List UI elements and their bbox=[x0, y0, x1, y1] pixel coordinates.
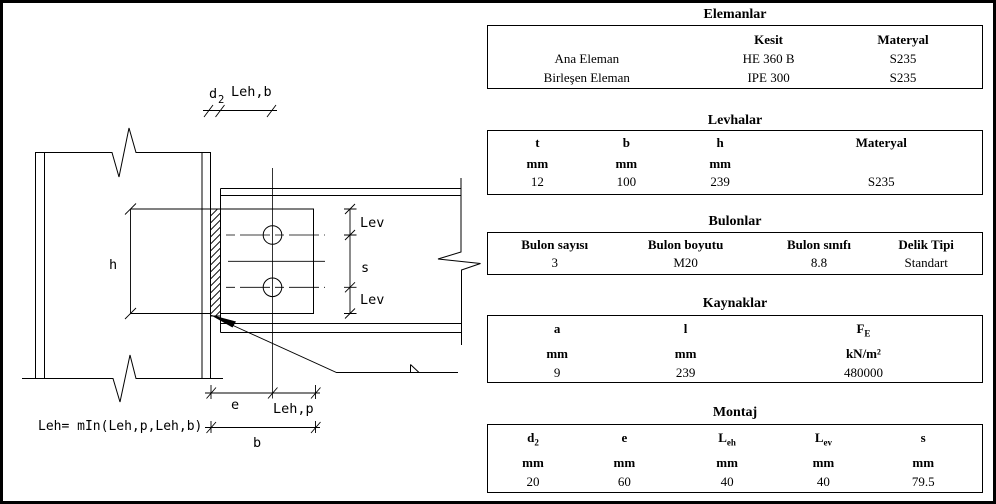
col-header-materyal: Materyal bbox=[855, 135, 907, 150]
table-row bbox=[488, 51, 982, 67]
column-bottom-break-line bbox=[22, 355, 223, 402]
value-a: 9 bbox=[553, 365, 561, 380]
dim-label-b: b bbox=[253, 435, 262, 451]
unit-cell: mm bbox=[546, 346, 568, 361]
unit-cell: mm bbox=[613, 455, 636, 470]
col-header-bolt-class: Bulon sınıfı bbox=[786, 237, 851, 252]
table-kaynaklar bbox=[487, 315, 983, 383]
table-header-row bbox=[488, 135, 982, 151]
table-elemanlar bbox=[487, 25, 983, 89]
col-header-b: b bbox=[622, 135, 630, 150]
col-header-fe: $F_E$ bbox=[856, 321, 871, 339]
dimension-h bbox=[125, 204, 211, 320]
dim-label-d2-sub: 2 bbox=[218, 94, 225, 106]
col-header-bolt-count: Bulon sayısı bbox=[521, 237, 589, 252]
table-header-row bbox=[488, 32, 982, 48]
table-title-kaynaklar: Kaynaklar bbox=[702, 296, 768, 311]
dim-label-lehp: Leh,p bbox=[273, 401, 314, 417]
unit-cell: mm bbox=[812, 455, 835, 470]
col-header-materyal: Materyal bbox=[877, 32, 929, 47]
unit-cell: mm bbox=[709, 156, 732, 171]
cell-material: S235 bbox=[889, 51, 917, 66]
value-l: 239 bbox=[675, 365, 696, 380]
col-header-leh: $L_{eh}$ bbox=[718, 430, 736, 448]
dim-label-d2: d bbox=[209, 86, 218, 102]
cell-member-name: Birleşen Eleman bbox=[543, 70, 630, 85]
value-t: 12 bbox=[530, 174, 544, 189]
dim-label-s: s bbox=[361, 260, 370, 276]
table-levhalar bbox=[487, 130, 983, 195]
bolt-group bbox=[226, 168, 325, 399]
col-header-s: s bbox=[920, 430, 926, 445]
table-header-row bbox=[488, 430, 982, 446]
column-top-break-line bbox=[36, 128, 211, 177]
weld-arrowhead-icon bbox=[210, 315, 237, 328]
dim-label-e: e bbox=[231, 397, 240, 413]
unit-cell: mm bbox=[522, 455, 544, 470]
table-units-row bbox=[488, 156, 982, 172]
value-s: 79.5 bbox=[911, 474, 935, 489]
dimension-d2-lehb bbox=[203, 105, 277, 117]
value-h: 239 bbox=[710, 174, 730, 189]
dim-label-lev-bottom: Lev bbox=[360, 292, 385, 308]
table-values-row bbox=[488, 174, 982, 190]
unit-cell: mm bbox=[615, 156, 638, 171]
unit-cell: mm bbox=[526, 156, 549, 171]
cell-member-name: Ana Eleman bbox=[554, 51, 620, 66]
leh-formula-note: Leh= mIn(Leh,p,Leh,b) bbox=[38, 419, 203, 434]
table-title-bulonlar: Bulonlar bbox=[708, 214, 762, 229]
unit-cell: kN/m² bbox=[845, 346, 881, 361]
beam-break-line bbox=[438, 178, 481, 345]
value-b: 100 bbox=[616, 174, 637, 189]
dimension-lev-s bbox=[344, 204, 357, 319]
value-material: S235 bbox=[867, 174, 895, 189]
weld-hatch bbox=[211, 206, 221, 328]
col-header-lev: $L_{ev}$ bbox=[814, 430, 833, 448]
table-bulonlar bbox=[487, 232, 983, 275]
table-title-elemanlar: Elemanlar bbox=[703, 7, 767, 22]
col-header-d2: $d_2$ bbox=[527, 430, 539, 448]
column-drawing bbox=[22, 128, 223, 402]
value-bolt-size: M20 bbox=[673, 255, 698, 270]
table-units-row bbox=[488, 346, 982, 362]
table-row bbox=[488, 70, 982, 86]
col-header-kesit: Kesit bbox=[754, 32, 784, 47]
table-title-montaj: Montaj bbox=[712, 405, 758, 420]
table-values-row bbox=[488, 474, 982, 490]
table-montaj bbox=[487, 424, 983, 493]
col-header-e: e bbox=[621, 430, 628, 445]
dim-label-lev-top: Lev bbox=[360, 215, 385, 231]
value-bolt-count: 3 bbox=[551, 255, 558, 270]
table-header-row bbox=[488, 237, 982, 253]
col-header-a: a bbox=[553, 321, 561, 336]
value-fe: 480000 bbox=[843, 365, 883, 380]
col-header-bolt-size: Bulon boyutu bbox=[647, 237, 724, 252]
col-header-t: t bbox=[535, 135, 540, 150]
fin-plate-connection-drawing bbox=[0, 0, 487, 504]
cell-material: S235 bbox=[889, 70, 917, 85]
value-bolt-class: 8.8 bbox=[810, 255, 828, 270]
value-d2: 20 bbox=[526, 474, 540, 489]
cell-section: IPE 300 bbox=[747, 70, 790, 85]
cell-section: HE 360 B bbox=[742, 51, 795, 66]
unit-cell: mm bbox=[912, 455, 935, 470]
value-e: 60 bbox=[617, 474, 631, 489]
value-leh: 40 bbox=[720, 474, 734, 489]
dim-label-lehb: Leh,b bbox=[231, 84, 272, 100]
unit-cell: mm bbox=[716, 455, 738, 470]
unit-cell: mm bbox=[674, 346, 697, 361]
col-header-h: h bbox=[716, 135, 724, 150]
table-values-row bbox=[488, 365, 982, 381]
dim-label-h: h bbox=[109, 257, 118, 273]
col-header-hole-type: Delik Tipi bbox=[898, 237, 954, 252]
table-units-row bbox=[488, 455, 982, 471]
value-hole-type: Standart bbox=[904, 255, 948, 270]
table-header-row bbox=[488, 321, 982, 337]
table-values-row bbox=[488, 255, 982, 271]
col-header-l: l bbox=[683, 321, 688, 336]
table-title-levhalar: Levhalar bbox=[707, 113, 763, 128]
value-lev: 40 bbox=[816, 474, 830, 489]
fillet-weld-symbol-icon bbox=[411, 365, 420, 373]
